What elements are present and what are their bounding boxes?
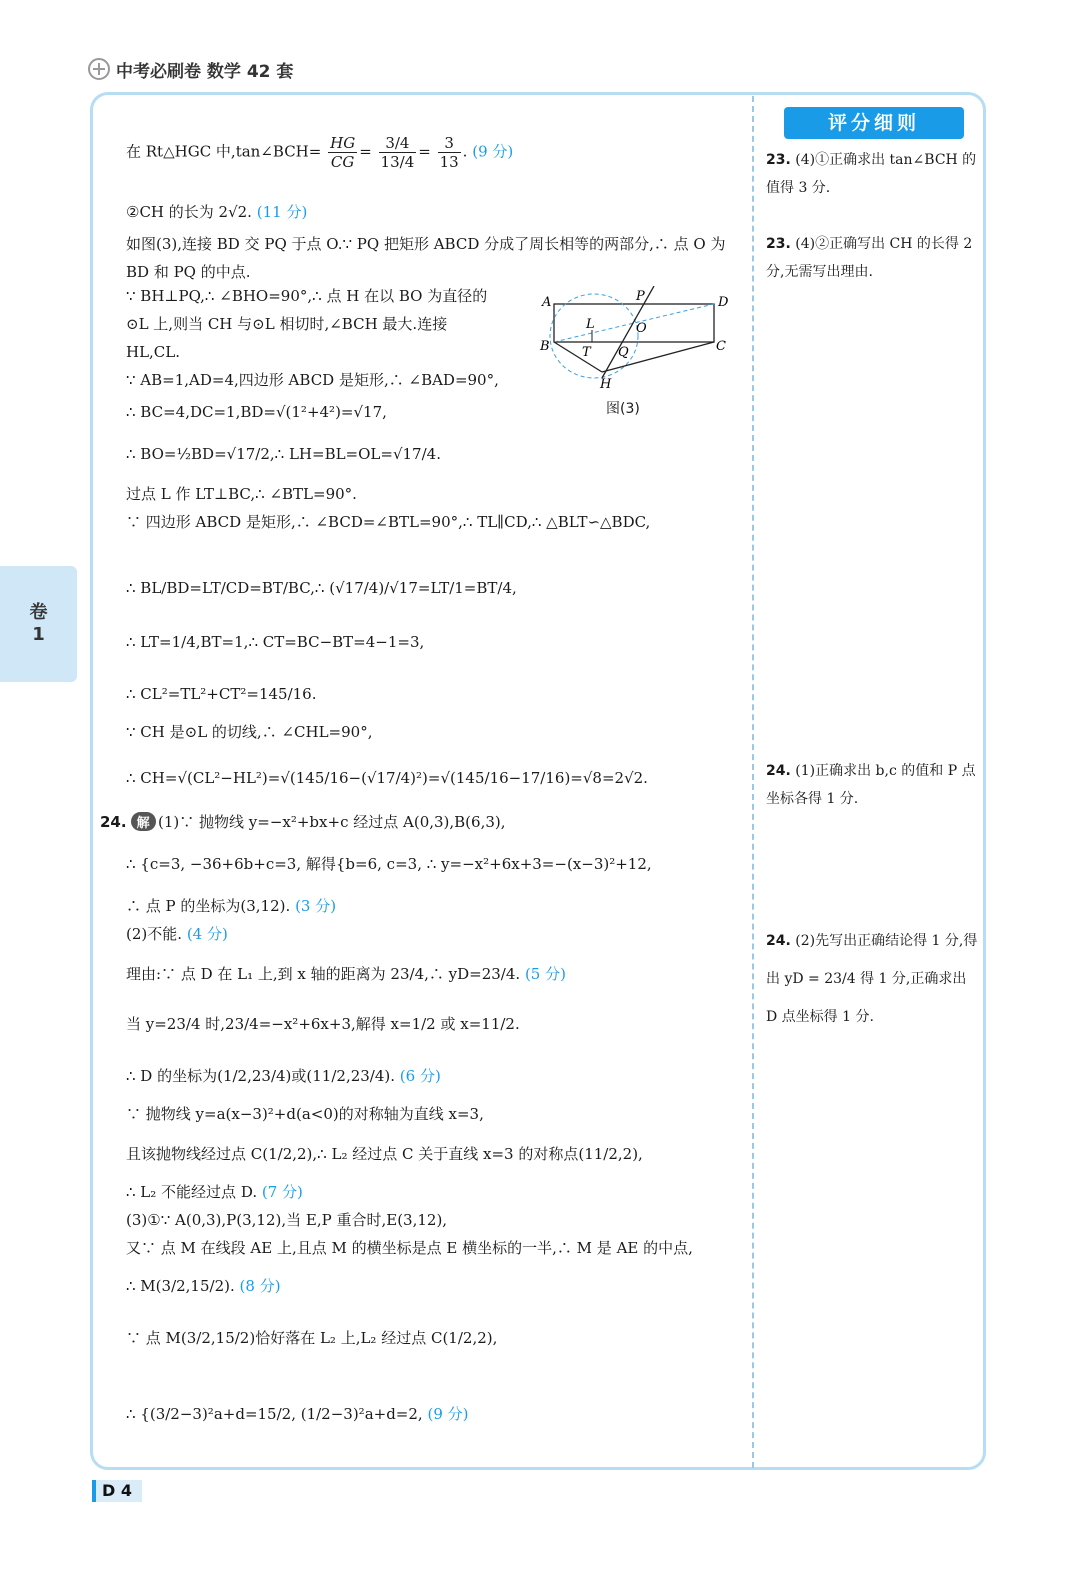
score-tag: (6 分)	[399, 1067, 441, 1085]
figure-label: L	[586, 317, 595, 332]
solution-line: ∴ L₂ 不能经过点 D. (7 分)	[126, 1183, 303, 1201]
rubric-item	[766, 146, 978, 202]
score-tag: (4 分)	[186, 925, 228, 943]
rubric-item	[766, 757, 978, 813]
score-tag: (8 分)	[239, 1277, 281, 1295]
rubric-item-text: (4)①正确求出 tan∠BCH 的值得 3 分.	[766, 152, 977, 196]
solution-line: 如图(3),连接 BD 交 PQ 于点 O.∵ PQ 把矩形 ABCD 分成了周长相等的两部分,∴ 点 O 为 BD 和 PQ 的中点.	[126, 235, 726, 281]
solution-line: ∵ CH 是⊙L 的切线,∴ ∠CHL=90°,	[126, 723, 373, 741]
solution-line: ∴ D 的坐标为(1/2,23/4)或(11/2,23/4). (6 分)	[126, 1067, 441, 1085]
rubric-item	[766, 922, 978, 1036]
figure-label: B	[540, 339, 550, 354]
rubric-item-number: 24.	[766, 763, 791, 779]
volume-tab-label: 卷	[29, 602, 48, 623]
solution-line: ∴ {c=3, −36+6b+c=3, 解得{b=6, c=3, ∴ y=−x²+6x+3=−(x−3)²+12,	[126, 855, 652, 873]
solution-line: (2)不能. (4 分)	[126, 925, 228, 943]
rubric-item-number: 23.	[766, 236, 791, 252]
figure-label: Q	[618, 345, 629, 360]
score-tag: (11 分)	[256, 203, 308, 221]
solution-line: ∵ BH⊥PQ,∴ ∠BHO=90°,∴ 点 H 在以 BO 为直径的	[126, 287, 488, 305]
solution-line: ∴ 点 P 的坐标为(3,12). (3 分)	[126, 897, 337, 915]
volume-tab-number: 1	[32, 624, 45, 645]
solution-line: 在 Rt△HGC 中,tan∠BCH= $\frac{HG}{CG}$ = $\frac{3/4}{13/4}$ = $\frac{3}{13}$ . (9 分)	[126, 134, 514, 171]
question-24-number: 24. 解	[100, 812, 162, 831]
figure-caption: 图(3)	[606, 401, 640, 417]
volume-tab[interactable]	[0, 566, 77, 682]
solution-line: ∴ CL²=TL²+CT²=145/16.	[126, 685, 317, 703]
score-tag: (7 分)	[261, 1183, 303, 1201]
solution-line: ②CH 的长为 2√2. (11 分)	[126, 203, 308, 221]
rubric-item-number: 23.	[766, 152, 791, 168]
solution-line: (3)①∵ A(0,3),P(3,12),当 E,P 重合时,E(3,12),	[126, 1211, 448, 1229]
diagonal-bd	[554, 304, 714, 342]
solution-line: ∴ BL/BD=LT/CD=BT/BC,∴ (√17/4)/√17=LT/1=BT/4,	[126, 579, 517, 597]
score-tag: (5 分)	[524, 965, 566, 983]
solution-line: (1)∵ 抛物线 y=−x²+bx+c 经过点 A(0,3),B(6,3),	[158, 813, 506, 831]
figure-label: O	[636, 321, 647, 336]
answer-badge: 解	[131, 812, 156, 831]
solution-line: ∴ {(3/2−3)²a+d=15/2, (1/2−3)²a+d=2, (9 分)	[126, 1405, 469, 1423]
header-title: 中考必刷卷 数学 42 套	[116, 61, 294, 82]
solution-line: 过点 L 作 LT⊥BC,∴ ∠BTL=90°.	[126, 485, 357, 503]
figure-label: T	[582, 345, 591, 360]
figure-label: D	[718, 295, 729, 310]
rubric-item-text: (2)先写出正确结论得 1 分,得出 yD = 23/4 得 1 分,正确求出 D 点坐标得 1 分.	[766, 933, 978, 1025]
solution-line: ∴ BC=4,DC=1,BD=√(1²+4²)=√17,	[126, 403, 387, 421]
page-header	[88, 56, 293, 82]
solution-line: ∵ 抛物线 y=a(x−3)²+d(a<0)的对称轴为直线 x=3,	[126, 1105, 484, 1123]
solution-line: ∴ M(3/2,15/2). (8 分)	[126, 1277, 281, 1295]
rubric-item-text: (4)②正确写出 CH 的长得 2 分,无需写出理由.	[766, 236, 973, 280]
solution-line: 又∵ 点 M 在线段 AE 上,且点 M 的横坐标是点 E 横坐标的一半,∴ M 是 AE 的中点,	[126, 1239, 693, 1257]
figure-label: C	[716, 339, 726, 354]
column-divider	[752, 96, 754, 1468]
solution-line: ∴ BO=½BD=√17/2,∴ LH=BL=OL=√17/4.	[126, 445, 441, 463]
solution-line: HL,CL.	[126, 343, 181, 361]
solution-line: ∴ LT=1/4,BT=1,∴ CT=BC−BT=4−1=3,	[126, 633, 425, 651]
score-tag: (3 分)	[295, 897, 337, 915]
page-number: D 4	[92, 1480, 142, 1502]
segment-bh	[554, 342, 602, 372]
solution-line: ∵ 四边形 ABCD 是矩形,∴ ∠BCD=∠BTL=90°,∴ TL∥CD,∴ △BLT∽△BDC,	[126, 513, 651, 531]
score-tag: (9 分)	[472, 142, 514, 161]
rubric-item-number: 24.	[766, 933, 791, 949]
rubric-item	[766, 230, 978, 286]
score-tag: (9 分)	[427, 1405, 469, 1423]
solution-line: ∴ CH=√(CL²−HL²)=√(145/16−(√17/4)²)=√(145/16−17/16)=√8=2√2.	[126, 769, 648, 787]
solution-line: 且该抛物线经过点 C(1/2,2),∴ L₂ 经过点 C 关于直线 x=3 的对称点(11/2,2),	[126, 1145, 643, 1163]
figure-label: H	[600, 377, 612, 392]
solution-line: ∵ 点 M(3/2,15/2)恰好落在 L₂ 上,L₂ 经过点 C(1/2,2),	[126, 1329, 498, 1347]
solution-line: 当 y=23/4 时,23/4=−x²+6x+3,解得 x=1/2 或 x=11/2.	[126, 1015, 520, 1033]
solution-line: ⊙L 上,则当 CH 与⊙L 相切时,∠BCH 最大.连接	[126, 315, 448, 333]
figure-label: P	[636, 289, 645, 304]
figure-label: A	[542, 295, 552, 310]
book-logo-icon	[88, 58, 110, 80]
rubric-item-text: (1)正确求出 b,c 的值和 P 点坐标各得 1 分.	[766, 763, 976, 807]
solution-line: ∵ AB=1,AD=4,四边形 ABCD 是矩形,∴ ∠BAD=90°,	[126, 371, 499, 389]
rubric-title: 评分细则	[784, 107, 964, 139]
solution-line: 理由:∵ 点 D 在 L₁ 上,到 x 轴的距离为 23/4,∴ yD=23/4. (5 分)	[126, 965, 566, 983]
